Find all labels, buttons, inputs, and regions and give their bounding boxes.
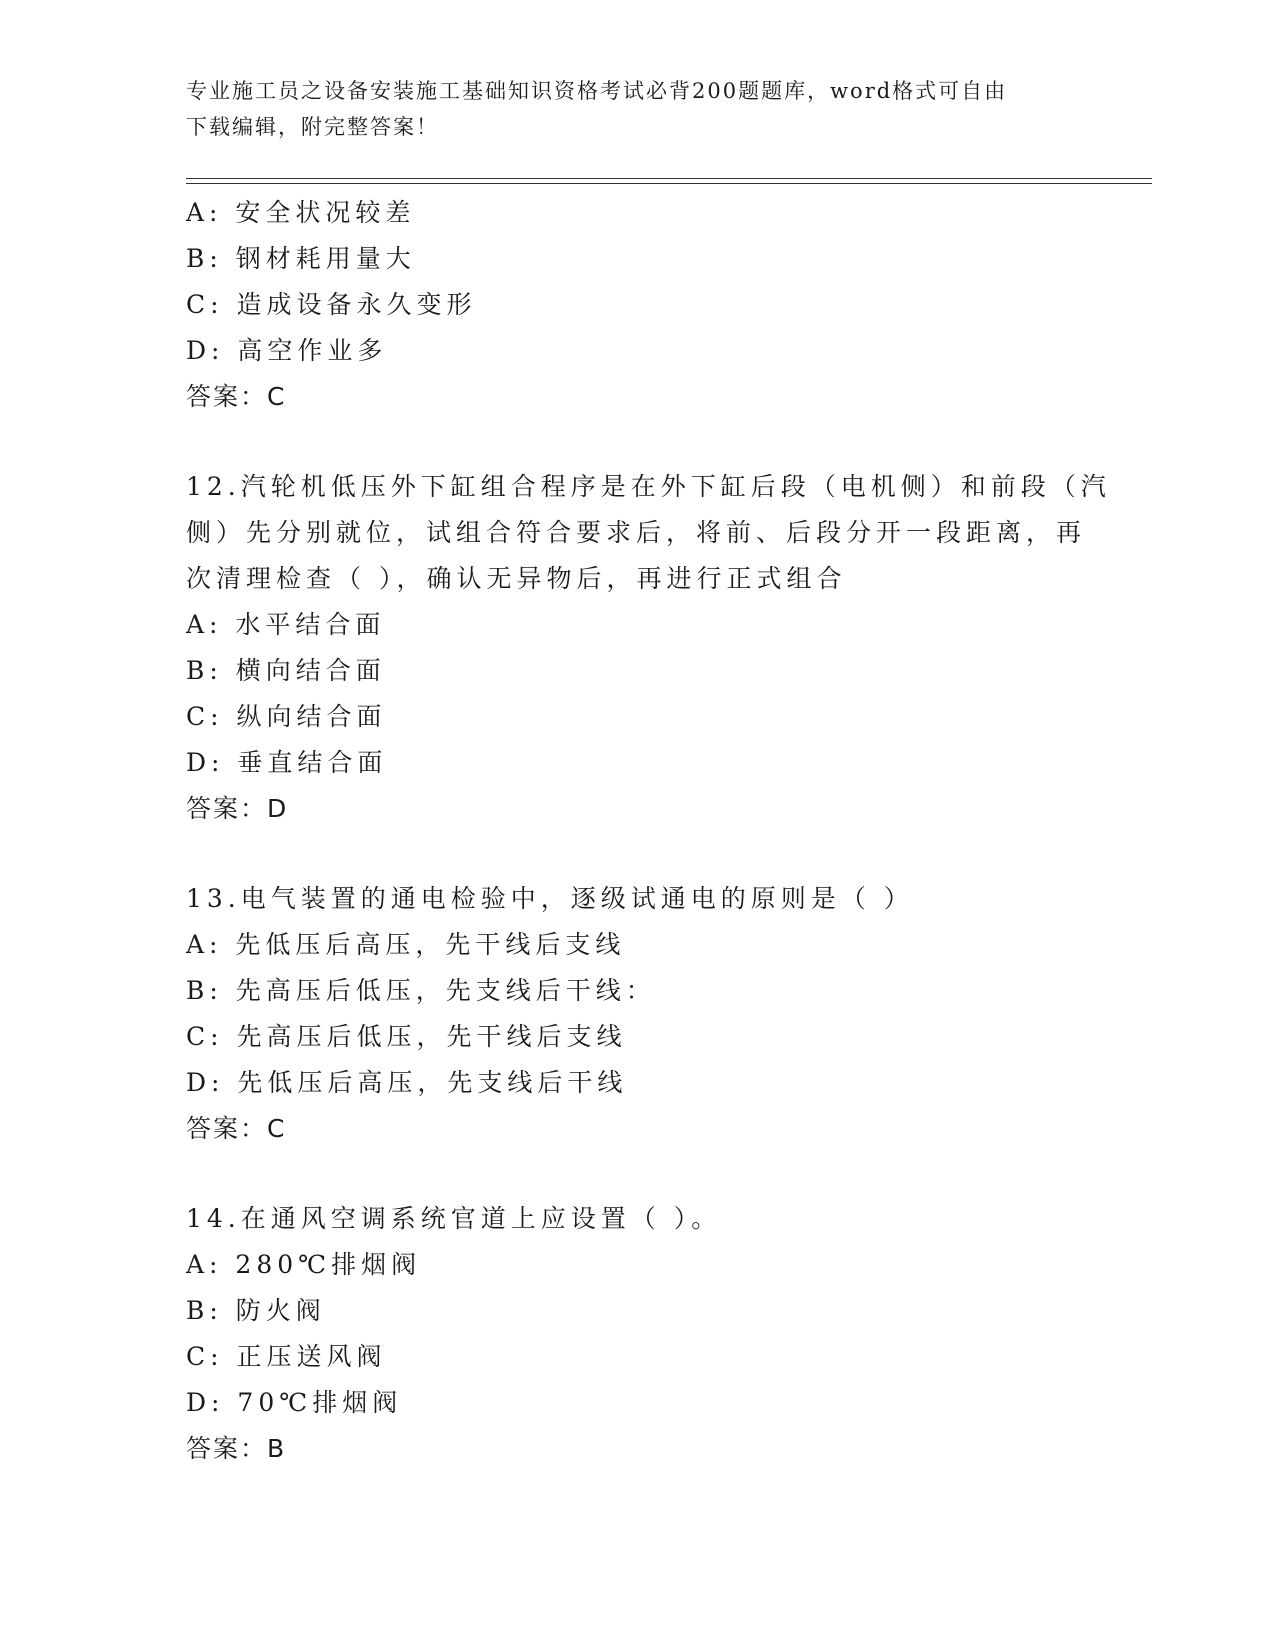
option-d: D: 垂直结合面 bbox=[186, 748, 388, 777]
option-c: C: 正压送风阀 bbox=[186, 1342, 387, 1371]
option-b: B: 钢材耗用量大 bbox=[186, 244, 416, 273]
question-stem: 14.在通风空调系统官道上应设置（ ）。 bbox=[186, 1204, 722, 1233]
option-d: D: 70℃排烟阀 bbox=[186, 1388, 403, 1417]
option-a: A: 280℃排烟阀 bbox=[186, 1250, 422, 1279]
option-c: C: 纵向结合面 bbox=[186, 702, 387, 731]
option-b: B: 横向结合面 bbox=[186, 656, 386, 685]
question-13 bbox=[186, 876, 1086, 1152]
option-a: A: 水平结合面 bbox=[186, 610, 386, 639]
answer: 答案：C bbox=[186, 382, 287, 411]
header-divider-top bbox=[186, 178, 1152, 179]
option-d: D: 先低压后高压，先支线后干线 bbox=[186, 1068, 628, 1097]
question-stem: 13.电气装置的通电检验中，逐级试通电的原则是（ ） bbox=[186, 884, 914, 913]
option-b: B: 防火阀 bbox=[186, 1296, 326, 1325]
option-a: A: 安全状况较差 bbox=[186, 198, 416, 227]
option-c: C: 先高压后低压，先干线后支线 bbox=[186, 1022, 627, 1051]
answer: 答案：C bbox=[186, 1114, 287, 1143]
question-stem-line-1: 12.汽轮机低压外下缸组合程序是在外下缸后段（电机侧）和前段（汽 bbox=[186, 472, 1111, 501]
header-line-1: 专业施工员之设备安装施工基础知识资格考试必背200题题库，word格式可自由 bbox=[186, 79, 1008, 103]
question-list bbox=[186, 190, 1111, 1472]
header-divider-bottom bbox=[186, 183, 1152, 184]
question-11 bbox=[186, 190, 1086, 420]
option-c: C: 造成设备永久变形 bbox=[186, 290, 477, 319]
option-b: B: 先高压后低压，先支线后干线： bbox=[186, 976, 656, 1005]
option-a: A: 先低压后高压，先干线后支线 bbox=[186, 930, 626, 959]
document-header bbox=[186, 73, 1066, 145]
question-14 bbox=[186, 1196, 1086, 1472]
answer: 答案：B bbox=[186, 1434, 287, 1463]
question-stem-line-2: 侧）先分别就位，试组合符合要求后，将前、后段分开一段距离，再 bbox=[186, 518, 1087, 547]
header-line-2: 下载编辑，附完整答案！ bbox=[186, 115, 439, 139]
question-stem-line-3: 次清理检查（ ），确认无异物后，再进行正式组合 bbox=[186, 564, 847, 593]
option-d: D: 高空作业多 bbox=[186, 336, 388, 365]
answer: 答案：D bbox=[186, 794, 289, 823]
question-12 bbox=[186, 464, 1111, 832]
